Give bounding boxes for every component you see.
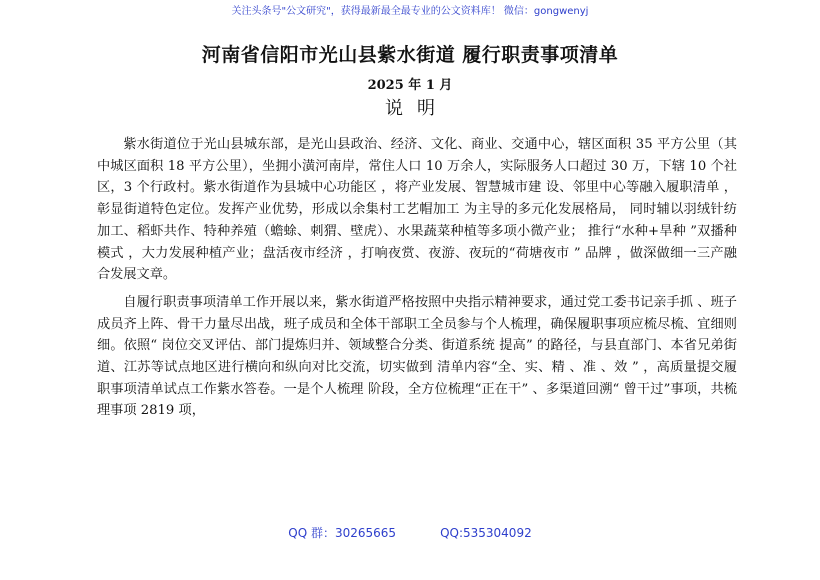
paragraph-2: 自履行职责事项清单工作开展以来，紫水街道严格按照中央指示精神要求，通过党工委书记亲手抓 、班子成员齐上阵、骨干力量尽出战，班子成员和全体干部职工全员参与个人梳理，确保履职事项应梳尽梳、宜细则细。依照“ 岗位交叉评估、部门提炼归并、领域整合分类、街道系统 提高” 的路径，与县直部门、本省兄弟街道、江苏等试点地区进行横向和纵向对比交流，切实做到 清单内容“全、实、精 、准 、效 ” ，高质量提交履职事项清单试点工作紫水答卷。一是个人梳理 阶段，全方位梳理“正在干” 、多渠道回溯“ 曾干过”事项，共梳理事项 2819 项， xyxy=(97,294,737,419)
document-title: 河南省信阳市光山县紫水街道 履行职责事项清单 xyxy=(201,44,619,66)
top-banner: 关注头条号"公文研究"，获得最新最全最专业的公文资料库！ 微信：gongwenyj xyxy=(231,6,589,17)
qq-group-label: QQ 群：30265665 xyxy=(288,526,397,540)
document-date: 2025 年 1 月 xyxy=(367,78,453,93)
footer-contact xyxy=(0,524,820,541)
qq-number-label: QQ:535304092 xyxy=(440,526,532,540)
section-heading: 说明 xyxy=(385,98,449,119)
paragraph-1: 紫水街道位于光山县城东部，是光山县政治、经济、文化、商业、交通中心，辖区面积 35 平方公里（其中城区面积 18 平方公里），坐拥小潢河南岸，常住人口 10 万余人，实际服务人口超过 30 万，下辖 10 个社区，3 个行政村。紫水街道作为县城中心功能区 ，将产业发展、智慧城市建 设、邻里中心等融入履职清单 ，彰显街道特色定位。发挥产业优势，形成以余集村工艺帽加工 为主导的多元化发展格局， 同时辅以羽绒针纺加工、稻虾共作、特种养殖（蟾蜍、刺猬、壁虎）、水果蔬菜种植等多项小微产业； 推行“水种+旱种 ”双播种模式 ，大力发展种植产业；盘活夜市经济 ，打响夜赏、夜游、夜玩的“荷塘夜市 ” 品牌 ，做深做细一三产融合发展文章。 xyxy=(97,137,737,283)
document-body xyxy=(97,134,737,428)
